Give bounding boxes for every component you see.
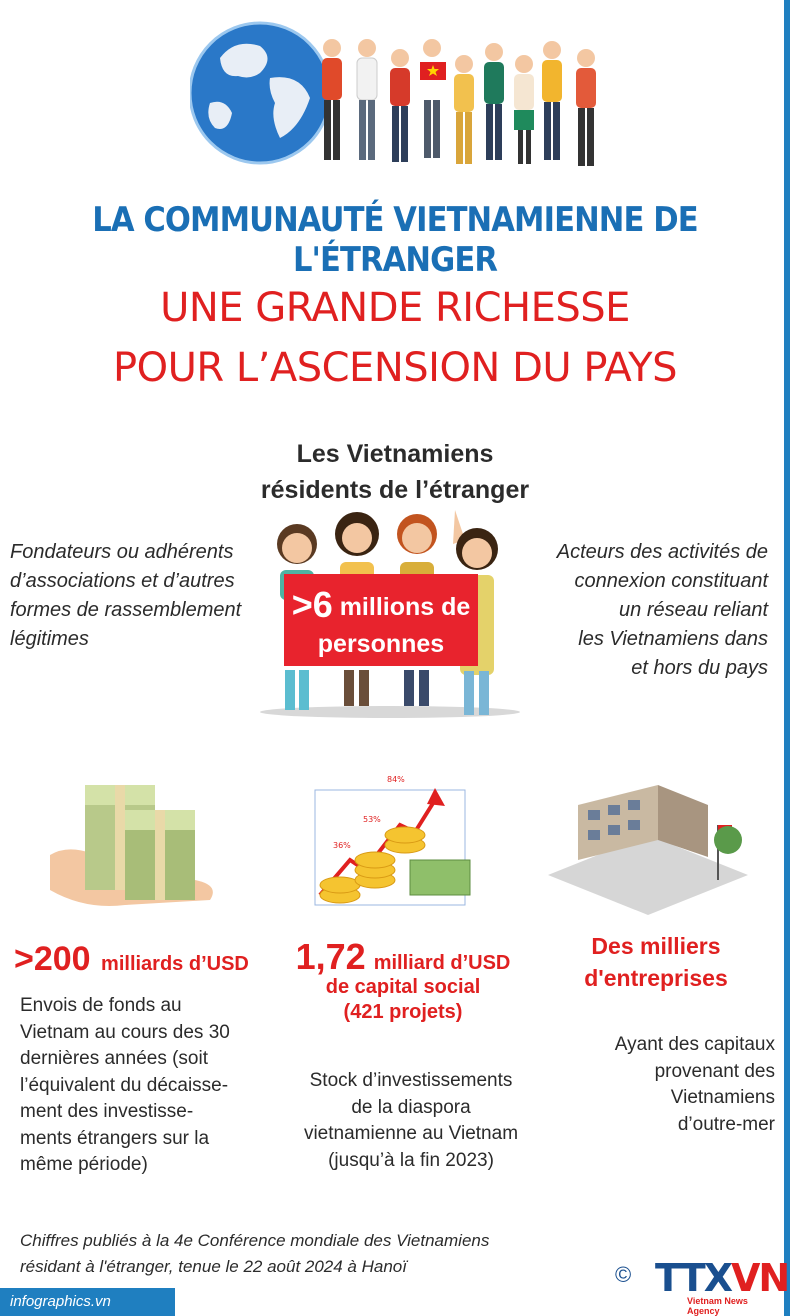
investment-unit: milliard d’USD — [373, 952, 511, 974]
remittance-line: Vietnam au cours des 30 — [20, 1021, 230, 1043]
main-title: LA COMMUNAUTÉ VIETNAMIENNE DE L'ÉTRANGER — [92, 200, 698, 280]
founders-line: légitimes — [10, 628, 89, 650]
investment-desc-line: Stock d’investissements — [309, 1070, 513, 1091]
remittance-number: >200 — [14, 940, 91, 978]
subtitle-line-1: Les Vietnamiens — [296, 440, 494, 468]
chart-label-53: 53% — [363, 815, 381, 824]
connectors-text — [520, 538, 768, 683]
people-group — [322, 39, 596, 166]
investment-desc-line: vietnamienne au Vietnam — [303, 1123, 519, 1144]
banner-unit: millions de — [332, 593, 471, 621]
investment-chart-illustration — [295, 770, 485, 920]
remittance-line: même période) — [20, 1154, 148, 1175]
banner-line-2: personnes — [317, 630, 445, 658]
logo-wordmark — [655, 1256, 788, 1300]
subtitle-line-2: résidents de l’étranger — [260, 476, 530, 504]
investment-line-2: de capital social — [325, 976, 481, 998]
enterprises-desc-line: provenant des — [654, 1060, 775, 1082]
banner-line-1 — [284, 584, 478, 626]
globe-people-illustration — [190, 18, 610, 168]
remittance-line: ments étrangers sur la — [20, 1127, 210, 1149]
population-banner — [284, 574, 478, 666]
connectors-line: les Vietnamiens dans — [578, 628, 768, 650]
residents-subtitle — [200, 436, 590, 508]
site-link[interactable]: infographics.vn — [0, 1288, 175, 1316]
remittance-line: Envois de fonds au — [20, 995, 182, 1016]
investment-desc-line: de la diaspora — [351, 1096, 471, 1118]
investment-desc-line: (jusqu’à la fin 2023) — [328, 1149, 494, 1171]
enterprises-desc-line: d’outre-mer — [677, 1113, 775, 1135]
headline-line-1: UNE GRANDE RICHESSE — [160, 285, 630, 331]
investment-description — [282, 1068, 540, 1174]
remittance-description — [20, 993, 280, 1179]
copyright-icon: © — [615, 1262, 632, 1287]
remittance-stat — [14, 940, 284, 979]
enterprises-desc-line: Vietnamiens — [670, 1087, 775, 1108]
logo-ttx: TTX — [655, 1256, 732, 1300]
right-border — [784, 0, 790, 1316]
remittance-line: ment des investisse- — [20, 1101, 194, 1122]
investment-line-1 — [278, 936, 528, 978]
founders-line: Fondateurs ou adhérents — [10, 541, 234, 563]
investment-number: 1,72 — [295, 936, 366, 977]
remittance-unit: milliards d’USD — [101, 953, 249, 975]
agency-name: Vietnam News Agency — [687, 1296, 748, 1316]
banner-number: >6 — [291, 584, 333, 625]
connectors-line: un réseau reliant — [619, 599, 768, 621]
chart-label-36: 36% — [333, 841, 351, 850]
founders-text — [10, 538, 270, 654]
founders-line: formes de rassemblement — [10, 599, 242, 621]
remittance-line: dernières années (soit — [20, 1048, 208, 1069]
office-building-illustration — [548, 785, 748, 915]
logo-vn: VN — [731, 1256, 789, 1300]
source-note-line: Chiffres publiés à la 4e Conférence mondiale des Vietnamiens — [20, 1231, 490, 1250]
headline-line-2: POUR L’ASCENSION DU PAYS — [112, 345, 677, 391]
investment-line-3: (421 projets) — [343, 1001, 463, 1023]
enterprises-line-2: d'entreprises — [584, 965, 728, 991]
enterprises-line-1: Des milliers — [591, 933, 721, 959]
source-note-line: résidant à l'étranger, tenue le 22 août 2024 à Hanoï — [20, 1257, 407, 1276]
money-hand-illustration — [45, 770, 225, 920]
connectors-line: connexion constituant — [574, 570, 768, 592]
coin-stack-icon — [320, 827, 425, 903]
chart-label-84: 84% — [387, 775, 405, 784]
source-note — [20, 1228, 580, 1280]
connectors-line: Acteurs des activités de — [556, 541, 768, 563]
enterprises-desc-line: Ayant des capitaux — [614, 1034, 775, 1055]
connectors-line: et hors du pays — [631, 657, 768, 679]
ttxvn-logo — [615, 1256, 789, 1316]
remittance-line: l’équivalent du décaisse- — [20, 1074, 229, 1096]
investment-stat — [278, 936, 528, 1024]
enterprises-description — [560, 1032, 775, 1138]
founders-line: d’associations et d’autres — [10, 570, 235, 592]
enterprises-stat — [556, 930, 756, 994]
